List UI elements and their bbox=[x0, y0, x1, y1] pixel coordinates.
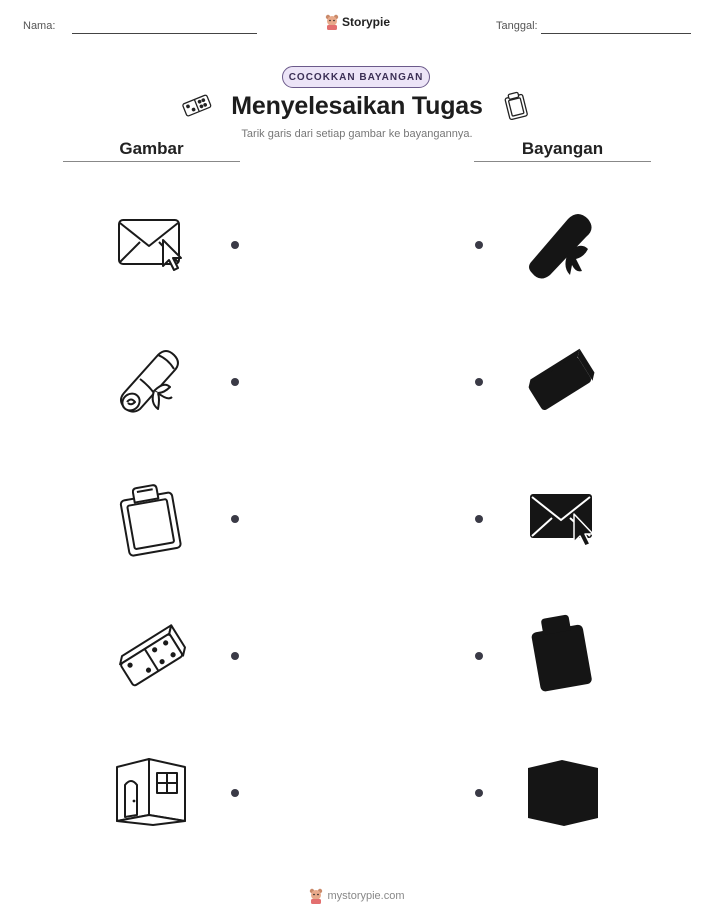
footer bbox=[0, 888, 714, 904]
name-label: Nama: bbox=[23, 20, 56, 32]
left-dot-2[interactable] bbox=[231, 378, 239, 386]
clipboard-icon bbox=[114, 482, 188, 558]
date-label: Tanggal: bbox=[496, 20, 538, 32]
left-dot-4[interactable] bbox=[231, 652, 239, 660]
bear-icon bbox=[325, 14, 339, 30]
right-dot-1[interactable] bbox=[475, 241, 483, 249]
column-divider-right bbox=[474, 161, 651, 162]
room-corner-icon bbox=[113, 755, 189, 827]
email-cursor-shadow-icon bbox=[528, 490, 600, 550]
column-divider-left bbox=[63, 161, 240, 162]
brand-name: Storypie bbox=[342, 15, 391, 29]
page-title: Menyelesaikan Tugas bbox=[231, 92, 483, 120]
right-dot-2[interactable] bbox=[475, 378, 483, 386]
right-dot-5[interactable] bbox=[475, 789, 483, 797]
brand-logo bbox=[325, 14, 390, 30]
email-cursor-icon bbox=[115, 214, 187, 274]
right-dot-3[interactable] bbox=[475, 515, 483, 523]
column-header-right: Bayangan bbox=[521, 139, 604, 158]
left-dot-1[interactable] bbox=[231, 241, 239, 249]
date-field[interactable] bbox=[541, 33, 691, 34]
left-dot-3[interactable] bbox=[231, 515, 239, 523]
diploma-scroll-shadow-icon bbox=[526, 209, 600, 281]
instructions: Tarik garis dari setiap gambar ke bayangannya. bbox=[241, 128, 473, 140]
clipboard-shadow-icon bbox=[525, 614, 599, 694]
footer-url[interactable]: mystorypie.com bbox=[327, 890, 405, 902]
activity-badge: COCOKKAN BAYANGAN bbox=[282, 66, 430, 88]
right-dot-4[interactable] bbox=[475, 652, 483, 660]
room-corner-shadow-icon bbox=[524, 756, 600, 828]
domino-icon bbox=[112, 620, 192, 690]
domino-shadow-icon bbox=[524, 345, 600, 417]
diploma-scroll-icon bbox=[114, 345, 188, 417]
left-dot-5[interactable] bbox=[231, 789, 239, 797]
bear-icon bbox=[309, 888, 323, 904]
column-header-left: Gambar bbox=[119, 139, 184, 158]
clipboard-decoration-icon bbox=[501, 90, 531, 122]
name-field[interactable] bbox=[72, 33, 257, 34]
